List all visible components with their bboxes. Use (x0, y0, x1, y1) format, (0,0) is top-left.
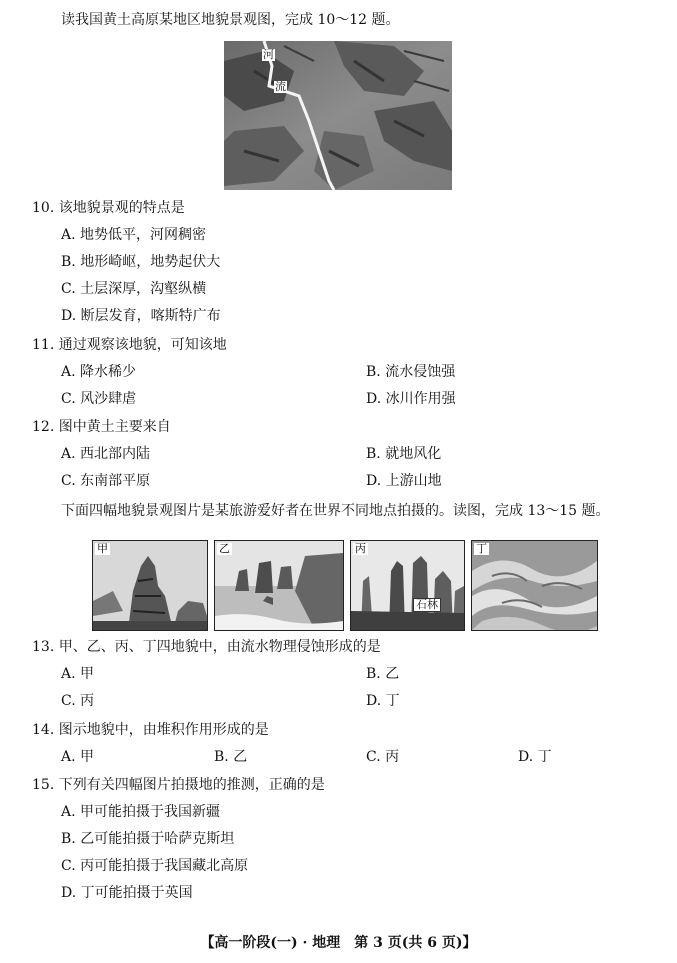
photo-yi-label: 乙 (219, 542, 230, 555)
photo-yi-graphic (215, 541, 343, 630)
q12-option-d[interactable]: D. 上游山地 (366, 473, 442, 489)
page-footer: 【高一阶段(一) · 地理 第 3 页(共 6 页)】 (200, 935, 477, 951)
q13-option-a[interactable]: A. 甲 (61, 666, 95, 682)
q10-option-d[interactable]: D. 断层发育，喀斯特广布 (61, 308, 221, 324)
photo-jia-label: 甲 (97, 542, 108, 555)
photo-jia (92, 540, 208, 631)
q15-option-a[interactable]: A. 甲可能拍摄于我国新疆 (61, 804, 221, 820)
q15-option-c[interactable]: C. 丙可能拍摄于我国藏北高原 (61, 858, 249, 874)
intro-text-1: 读我国黄土高原某地区地貌景观图，完成 10～12 题。 (61, 12, 400, 28)
photo-ding-graphic (472, 541, 597, 630)
q13-option-c[interactable]: C. 丙 (61, 693, 95, 709)
q12-option-c[interactable]: C. 东南部平原 (61, 473, 151, 489)
q10-option-c[interactable]: C. 土层深厚，沟壑纵横 (61, 281, 207, 297)
q11-option-c[interactable]: C. 风沙肆虐 (61, 391, 137, 407)
loess-plateau-image (224, 41, 452, 190)
q14-option-b[interactable]: B. 乙 (214, 749, 248, 765)
q14-option-c[interactable]: C. 丙 (366, 749, 400, 765)
q14-option-d[interactable]: D. 丁 (518, 749, 552, 765)
question-14-stem: 14. 图示地貌中，由堆积作用形成的是 (32, 722, 269, 738)
photo-jia-graphic (93, 541, 207, 630)
q12-option-b[interactable]: B. 就地风化 (366, 446, 442, 462)
q10-option-b[interactable]: B. 地形崎岖，地势起伏大 (61, 254, 221, 270)
photo-yi (214, 540, 344, 631)
q15-option-d[interactable]: D. 丁可能拍摄于英国 (61, 885, 193, 901)
q14-option-a[interactable]: A. 甲 (61, 749, 95, 765)
photo-bing (350, 540, 465, 631)
q13-option-b[interactable]: B. 乙 (366, 666, 400, 682)
question-13-stem: 13. 甲、乙、丙、丁四地貌中，由流水物理侵蚀形成的是 (32, 639, 381, 655)
river-label-1: 河 (263, 48, 274, 61)
photo-bing-caption: 石林 (413, 598, 441, 612)
q11-option-d[interactable]: D. 冰川作用强 (366, 391, 456, 407)
q11-option-b[interactable]: B. 流水侵蚀强 (366, 364, 456, 380)
question-12-stem: 12. 图中黄土主要来自 (32, 419, 171, 435)
photo-bing-label: 丙 (355, 542, 366, 555)
q10-option-a[interactable]: A. 地势低平，河网稠密 (61, 227, 207, 243)
q11-option-a[interactable]: A. 降水稀少 (61, 364, 137, 380)
river-label-2: 流 (275, 80, 286, 93)
q12-option-a[interactable]: A. 西北部内陆 (61, 446, 151, 462)
q13-option-d[interactable]: D. 丁 (366, 693, 400, 709)
question-11-stem: 11. 通过观察该地貌，可知该地 (32, 337, 227, 353)
question-10-stem: 10. 该地貌景观的特点是 (32, 200, 185, 216)
intro-text-2: 下面四幅地貌景观图片是某旅游爱好者在世界不同地点拍摄的。读图，完成 13～15 题。 (61, 503, 610, 519)
photo-ding (471, 540, 598, 631)
loess-terrain-graphic (224, 41, 452, 190)
q15-option-b[interactable]: B. 乙可能拍摄于哈萨克斯坦 (61, 831, 235, 847)
photo-ding-label: 丁 (476, 542, 487, 555)
question-15-stem: 15. 下列有关四幅图片拍摄地的推测，正确的是 (32, 777, 325, 793)
